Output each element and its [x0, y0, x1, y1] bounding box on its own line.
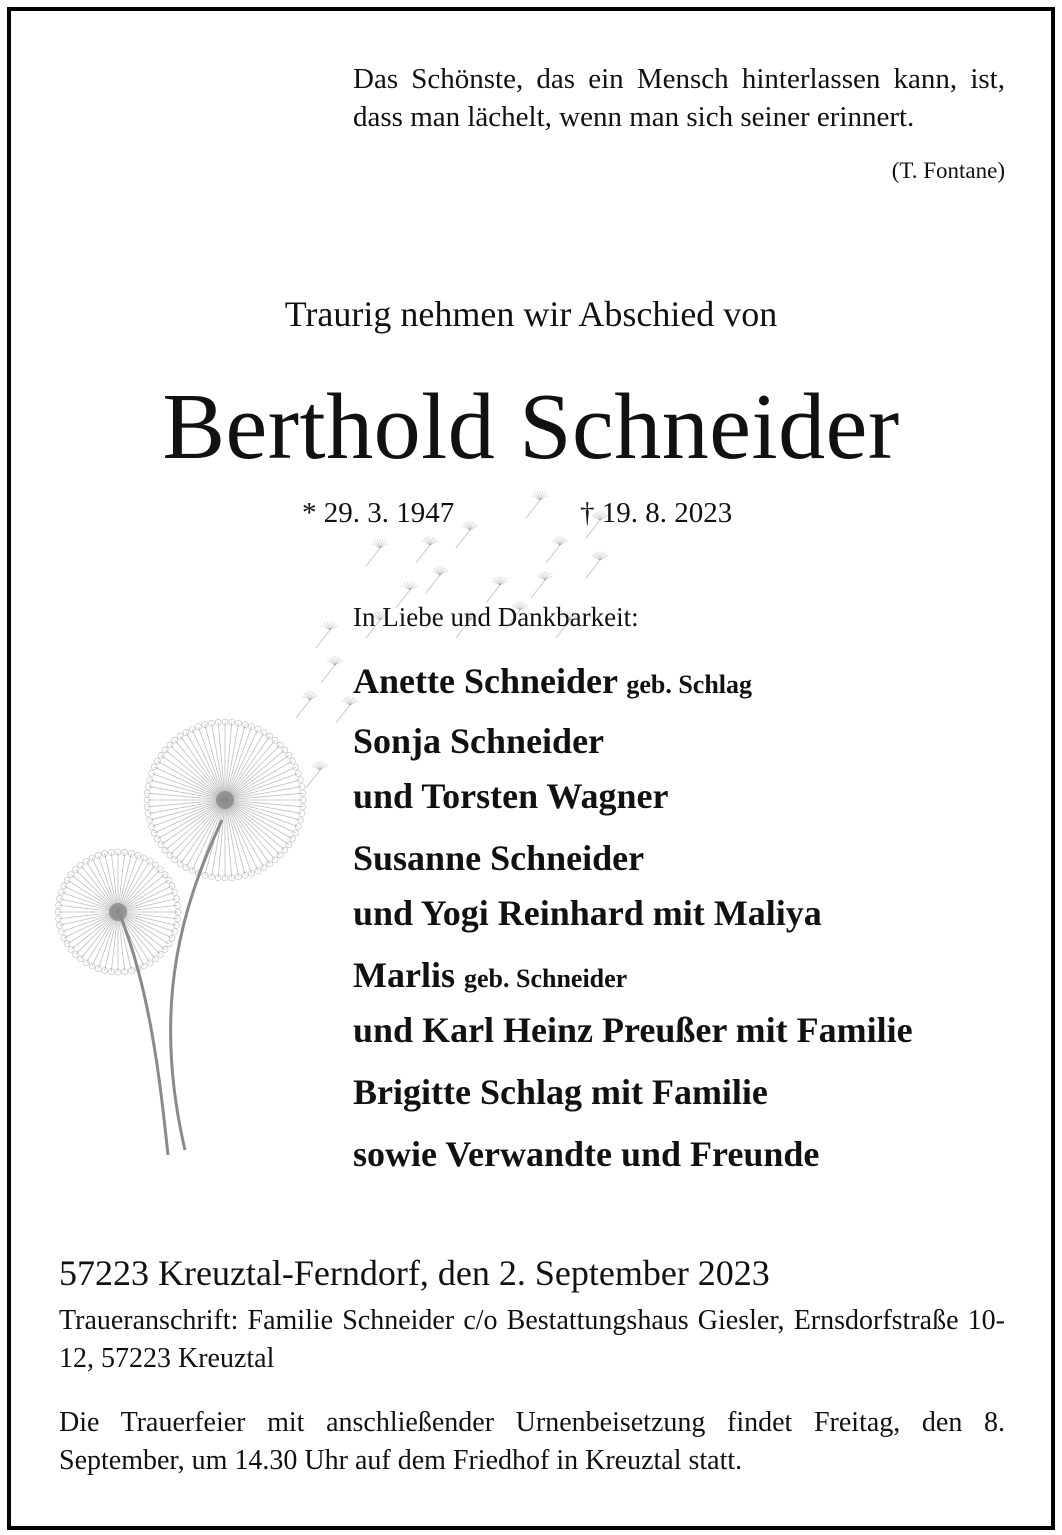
mourner-name: Anette Schneider [353, 661, 618, 701]
mourner-name: sowie Verwandte und Freunde [353, 1134, 820, 1174]
deceased-name: Berthold Schneider [162, 375, 900, 479]
mourner-line [353, 892, 822, 934]
mourner-line [353, 720, 604, 762]
mourner-note: geb. Schlag [626, 670, 752, 699]
mourner-line [353, 954, 627, 996]
mourner-name: und Torsten Wagner [353, 776, 669, 816]
mourner-line [353, 1071, 768, 1113]
mourner-name: Brigitte Schlag mit Familie [353, 1072, 768, 1112]
quote-text: Das Schönste, das ein Mensch hinterlassen kann, ist, dass man lächelt, wenn man sich seiner erinnert. [353, 63, 1005, 133]
intro-line: Traurig nehmen wir Abschied von [284, 294, 778, 334]
mourner-line [353, 837, 644, 879]
death-date: † 19. 8. 2023 [580, 497, 733, 529]
mourning-address: Traueranschrift: Familie Schneider c/o Bestattungshaus Giesler, Ernsdorfstraße 10-12, 57223 Kreuztal [59, 1305, 1005, 1374]
mourner-name: Marlis [353, 955, 455, 995]
mourners-heading: In Liebe und Dankbarkeit: [353, 602, 639, 632]
mourner-note: geb. Schneider [463, 964, 628, 993]
birth-date: * 29. 3. 1947 [302, 497, 455, 529]
mourner-name: Susanne Schneider [353, 838, 645, 878]
mourner-line [353, 660, 752, 702]
mourner-name: und Karl Heinz Preußer mit Familie [353, 1010, 913, 1050]
mourner-line [353, 1133, 819, 1175]
mourner-line [353, 1009, 913, 1051]
quote-author: (T. Fontane) [891, 158, 1005, 183]
place-date: 57223 Kreuztal-Ferndorf, den 2. September 2023 [59, 1253, 770, 1293]
mourner-name: und Yogi Reinhard mit Maliya [353, 893, 822, 933]
ceremony-info: Die Trauerfeier mit anschließender Urnenbeisetzung findet Freitag, den 8. September, um 14.30 Uhr auf dem Friedhof in Kreuztal statt. [59, 1407, 1005, 1476]
mourner-line [353, 775, 668, 817]
mourner-name: Sonja Schneider [353, 721, 605, 761]
